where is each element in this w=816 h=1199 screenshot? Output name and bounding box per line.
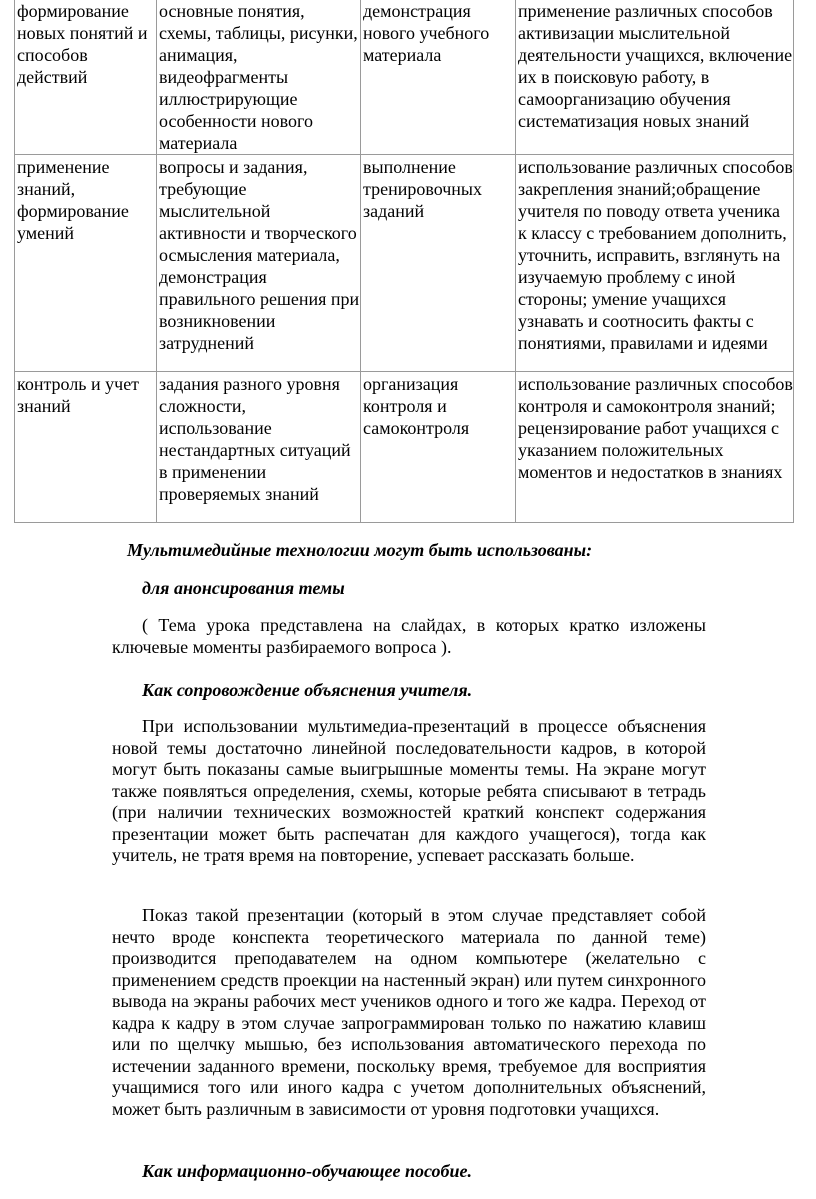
table-cell-activity: организация контроля и самоконтроля [361,372,516,523]
table-row [15,372,794,523]
table-cell-method: использование различных способов закрепления знаний;обращение учителя по поводу ответа ученика к классу с требованием дополнить, уточнить, исправить, взглянуть на изучаемую проблему с иной стороны; умение учащихся узнавать и соотносить факты с понятиями, правилами и идеями [516,155,794,372]
table-cell-stage: формирование новых понятий и способов действий [15,0,157,155]
table-cell-method: использование различных способов контроля и самоконтроля знаний; рецензирование работ учащихся с указанием положительных моментов и недостатков в знаниях [516,372,794,523]
paragraph-explain-2: Показ такой презентации (который в этом случае представляет собой нечто вроде конспекта теоретического материала по данной теме) производится преподавателем на одном компьютере (желательно с применением средств проекции на настенный экран) или путем синхронного вывода на экраны рабочих мест учеников одного и того же кадра. Переход от кадра к кадру в этом случае запрограммирован только по нажатию клавиш или по щелчку мышью, без использования автоматического перехода по истечении заданного времени, поскольку время, требуемое для восприятия учащимися того или иного кадра с учетом дополнительных объяснений, может быть различным в зависимости от уровня подготовки учащихся. [112,905,706,1119]
table-cell-activity: демонстрация нового учебного материала [361,0,516,155]
table-cell-content: задания разного уровня сложности, использование нестандартных ситуаций в применении проверяемых знаний [157,372,361,523]
table-cell-content: вопросы и задания, требующие мыслительной активности и творческого осмысления материала, демонстрация правильного решения при возникновении затруднений [157,155,361,372]
table-cell-method: применение различных способов активизации мыслительной деятельности учащихся, включение их в поисковую работу, в самоорганизацию обучения систематизация новых знаний [516,0,794,155]
subheading-announce: для анонсирования темы [142,578,345,598]
table-row [15,155,794,372]
subheading-explain: Как сопровождение объяснения учителя. [142,680,473,700]
table-cell-stage: применение знаний, формирование умений [15,155,157,372]
table-cell-stage: контроль и учет знаний [15,372,157,523]
section-title: Мультимедийные технологии могут быть использованы: [127,540,593,560]
table-row [15,0,794,155]
subheading-info: Как информационно-обучающее пособие. [142,1161,472,1181]
paragraph-announce: ( Тема урока представлена на слайдах, в которых кратко изложены ключевые моменты разбираемого вопроса ). [112,615,706,657]
paragraph-explain-1: При использовании мультимедиа-презентаций в процессе объяснения новой темы достаточно линейной последовательности кадров, в которой могут быть показаны самые выигрышные моменты темы. На экране могут также появляться определения, схемы, которые ребята списывают в тетрадь (при наличии технических возможностей краткий конспект содержания презентации может быть распечатан для каждого учащегося), тогда как учитель, не тратя время на повторение, успевает рассказать больше. [112,716,706,865]
table-cell-activity: выполнение тренировочных заданий [361,155,516,372]
table-cell-content: основные понятия, схемы, таблицы, рисунки, анимация, видеофрагменты иллюстрирующие особенности нового материала [157,0,361,155]
methods-table [14,0,794,523]
